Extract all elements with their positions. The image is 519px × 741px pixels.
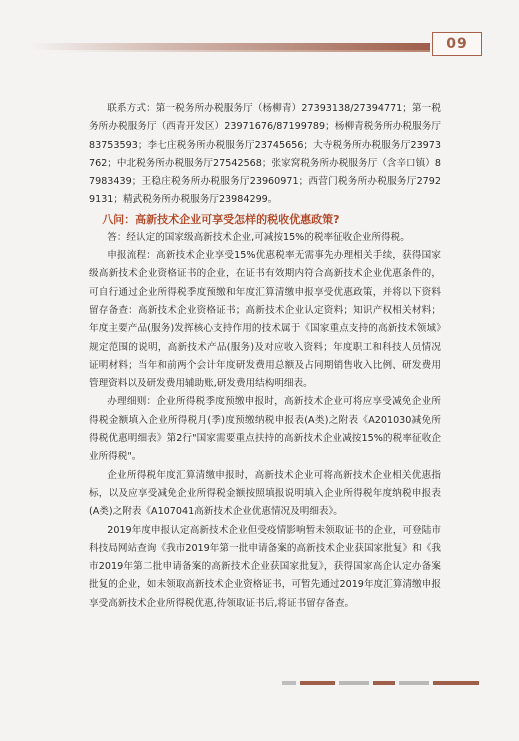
- header-rule-thin: [60, 50, 430, 52]
- certificate-note-paragraph: 2019年度申报认定高新技术企业但受疫情影响暂未领取证书的企业，可登陆市科技局网站查询《我市2019年第一批申请备案的高新技术企业获国家批复》和《我市2019年第二批申请备案的高新技术企业获国家批复》，获得国家高企认定办备案批复的企业，如未领取高新技术企业资格证书，可暂先通过2019年度汇算清缴申报享受高新技术企业所得税优惠,待领取证书后,将证书留存备查。: [89, 524, 441, 609]
- question-heading: 八问：高新技术企业可享受怎样的税收优惠政策?: [102, 212, 340, 226]
- annual-rules-paragraph: 企业所得税年度汇算清缴申报时，高新技术企业可将高新技术企业相关优惠指标，以及应享受减免企业所得税金额按照填报说明填入企业所得税年度纳税申报表(A类)之附表《A107041高新技术企业优惠情况及明细表》。: [89, 469, 441, 518]
- footer-bar-2: [300, 681, 335, 685]
- footer-bar-6: [433, 681, 479, 685]
- body-content: [89, 100, 441, 613]
- contact-paragraph: 联系方式：第一税务所办税服务厅（杨柳青）27393138/27394771；第一税务所办税服务厅（西青开发区）23971676/87199789；杨柳青税务所办税服务厅83753593；李七庄税务所办税服务厅23745656；大寺税务所办税服务厅23973762；中北税务所办税服务厅27542568；张家窝税务所办税服务厅（含辛口镇）87983439；王稳庄税务所办税服务厅23960971；西营门税务所办税服务厅27929131；精武税务所办税服务厅23984299。: [89, 103, 441, 206]
- quarterly-rules-paragraph: 办理细则：企业所得税季度预缴申报时，高新技术企业可将应享受减免企业所得税金额填入企业所得税月(季)度预缴纳税申报表(A类)之附表《A201030减免所得税优惠明细表》第2行"国家需要重点扶持的高新技术企业减按15%的税率征收企业所得税"。: [89, 396, 441, 463]
- footer-bar-3: [339, 681, 369, 685]
- header-rule: [30, 43, 430, 50]
- footer-bar-4: [373, 681, 395, 685]
- footer-bar-1: [282, 681, 296, 685]
- footer-bar-5: [399, 681, 429, 685]
- declaration-process-paragraph: 申报流程：高新技术企业享受15%优惠税率无需事先办理相关手续，获得国家级高新技术企业资格证书的企业，在证书有效期内符合高新技术企业优惠条件的，可自行通过企业所得税季度预缴和年度汇算清缴申报享受优惠政策，并将以下资料留存备查：高新技术企业资格证书；高新技术企业认定资料；知识产权相关材料；年度主要产品(服务)发挥核心支持作用的技术属于《国家重点支持的高新技术领域》规定范围的说明，高新技术产品(服务)及对应收入资料；年度职工和科技人员情况证明材料；当年和前两个会计年度研发费用总额及占同期销售收入比例、研发费用管理资料以及研发费用辅助账,研发费用结构明细表。: [89, 250, 441, 390]
- answer-paragraph: 答：经认定的国家级高新技术企业,可减按15%的税率征收企业所得税。: [107, 231, 410, 243]
- page-number-box: [432, 32, 482, 56]
- page-number: 09: [446, 36, 468, 52]
